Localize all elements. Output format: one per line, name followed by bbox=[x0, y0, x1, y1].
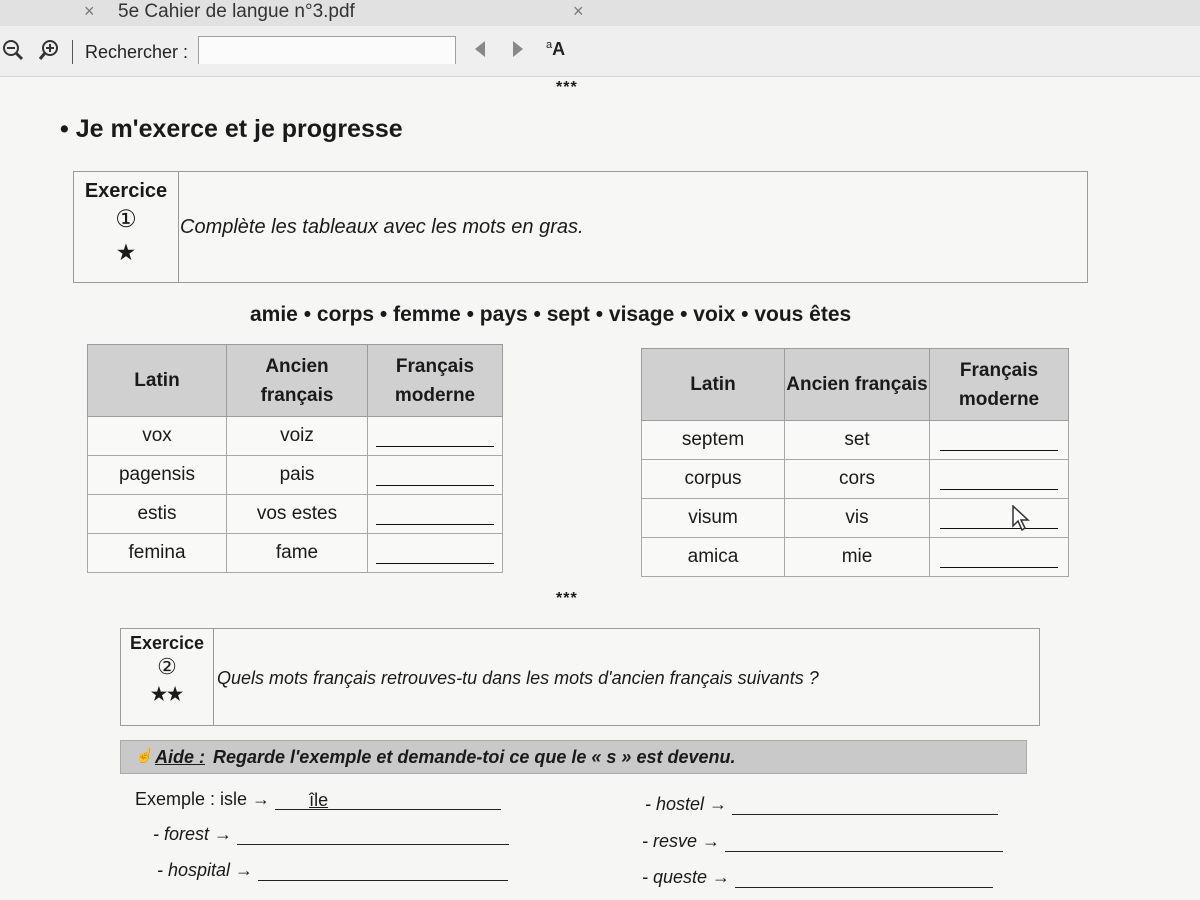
close-tab-icon[interactable]: × bbox=[84, 1, 95, 21]
answer-line[interactable] bbox=[237, 824, 509, 845]
exercise-item bbox=[153, 824, 509, 845]
latin-cell: estis bbox=[88, 495, 227, 534]
exercise-item bbox=[642, 831, 1003, 852]
exercise-label: Exercice bbox=[129, 633, 205, 653]
answer-line[interactable] bbox=[940, 469, 1058, 490]
exercise-number: ① bbox=[115, 206, 137, 233]
item-label: - queste → bbox=[642, 867, 731, 887]
ancien-cell: cors bbox=[785, 460, 930, 499]
latin-cell: visum bbox=[642, 499, 785, 538]
exercise-item bbox=[157, 860, 508, 881]
column-header: Latin bbox=[642, 349, 785, 421]
exercise-1-box bbox=[73, 171, 1088, 283]
latin-cell: amica bbox=[642, 538, 785, 577]
answer-blank[interactable] bbox=[930, 538, 1069, 577]
search-label: Rechercher : bbox=[85, 42, 189, 62]
mouse-pointer-icon bbox=[1012, 505, 1030, 536]
previous-result-icon[interactable] bbox=[474, 40, 486, 63]
vocabulary-table-right bbox=[641, 348, 1069, 577]
answer-blank[interactable] bbox=[368, 417, 503, 456]
close-tab-icon[interactable]: × bbox=[573, 1, 584, 21]
latin-cell: vox bbox=[88, 417, 227, 456]
exercise-number: ② bbox=[157, 654, 177, 679]
exercise-label: Exercice bbox=[84, 180, 168, 202]
table-row bbox=[642, 460, 1069, 499]
item-label: - hospital → bbox=[157, 860, 254, 880]
ancien-cell: pais bbox=[227, 456, 368, 495]
ancien-cell: mie bbox=[785, 538, 930, 577]
ancien-cell: set bbox=[785, 421, 930, 460]
column-header: Latin bbox=[88, 345, 227, 417]
column-header: Français moderne bbox=[930, 349, 1069, 421]
exercise-item bbox=[645, 794, 998, 815]
ancien-cell: voiz bbox=[227, 417, 368, 456]
zoom-out-icon[interactable] bbox=[2, 39, 24, 61]
separator-stars: *** bbox=[556, 79, 578, 96]
tab-bar bbox=[0, 0, 1200, 26]
example-answer: île bbox=[275, 790, 501, 810]
table-row bbox=[88, 417, 503, 456]
table-row bbox=[88, 534, 503, 573]
vocabulary-table-left bbox=[87, 344, 503, 573]
ancien-cell: fame bbox=[227, 534, 368, 573]
word-bank: amie • corps • femme • pays • sept • visage • voix • vous êtes bbox=[250, 303, 852, 326]
font-size-icon[interactable]: $^a$A bbox=[546, 39, 566, 59]
zoom-in-icon[interactable] bbox=[38, 39, 60, 61]
exercise-2-label-column bbox=[121, 629, 214, 725]
exercise-2-box bbox=[120, 628, 1040, 726]
answer-blank[interactable] bbox=[368, 534, 503, 573]
difficulty-star-icon: ★★ bbox=[150, 684, 184, 704]
difficulty-star-icon: ★ bbox=[117, 242, 135, 264]
answer-line[interactable] bbox=[940, 430, 1058, 451]
search-input[interactable] bbox=[198, 36, 456, 64]
pdf-toolbar bbox=[0, 26, 1200, 77]
answer-line[interactable] bbox=[376, 543, 494, 564]
answer-blank[interactable] bbox=[930, 421, 1069, 460]
item-label: - forest → bbox=[153, 824, 233, 844]
table-row bbox=[88, 495, 503, 534]
answer-blank[interactable] bbox=[368, 495, 503, 534]
answer-line[interactable] bbox=[725, 831, 1003, 852]
example-label: Exemple : isle → bbox=[135, 789, 271, 809]
latin-cell: septem bbox=[642, 421, 785, 460]
latin-cell: femina bbox=[88, 534, 227, 573]
answer-line[interactable] bbox=[732, 794, 998, 815]
hint-bar bbox=[120, 740, 1027, 774]
example-line bbox=[135, 789, 501, 810]
column-header: Français moderne bbox=[368, 345, 503, 417]
answer-blank[interactable] bbox=[930, 460, 1069, 499]
answer-line[interactable] bbox=[735, 867, 993, 888]
pdf-page bbox=[0, 77, 1200, 900]
latin-cell: corpus bbox=[642, 460, 785, 499]
answer-line[interactable] bbox=[376, 465, 494, 486]
ancien-cell: vos estes bbox=[227, 495, 368, 534]
item-label: - hostel → bbox=[645, 794, 728, 814]
answer-line[interactable] bbox=[376, 504, 494, 525]
latin-cell: pagensis bbox=[88, 456, 227, 495]
table-row bbox=[642, 499, 1069, 538]
column-header: Ancien français bbox=[227, 345, 368, 417]
table-row bbox=[642, 421, 1069, 460]
answer-line[interactable] bbox=[376, 426, 494, 447]
answer-blank[interactable] bbox=[930, 499, 1069, 538]
exercise-1-instruction: Complète les tableaux avec les mots en gras. bbox=[180, 216, 584, 238]
column-header: Ancien français bbox=[785, 349, 930, 421]
item-label: - resve → bbox=[642, 831, 721, 851]
hint-prefix: Aide : bbox=[155, 747, 206, 767]
exercise-2-instruction: Quels mots français retrouves-tu dans les mots d'ancien français suivants ? bbox=[217, 668, 819, 688]
toolbar-separator bbox=[72, 40, 73, 64]
next-result-icon[interactable] bbox=[512, 40, 524, 63]
answer-line[interactable] bbox=[258, 860, 508, 881]
table-row bbox=[88, 456, 503, 495]
ancien-cell: vis bbox=[785, 499, 930, 538]
answer-line[interactable] bbox=[940, 547, 1058, 568]
section-title: • Je m'exerce et je progresse bbox=[60, 115, 403, 143]
hand-pointer-icon: ☝ bbox=[135, 747, 153, 763]
answer-line[interactable] bbox=[940, 508, 1058, 529]
exercise-item bbox=[642, 867, 993, 888]
hint-text: Regarde l'exemple et demande-toi ce que le « s » est devenu. bbox=[213, 747, 736, 767]
tab-title[interactable]: 5e Cahier de langue n°3.pdf bbox=[118, 1, 355, 22]
separator-stars: *** bbox=[556, 590, 578, 607]
table-row bbox=[642, 538, 1069, 577]
exercise-1-label-column bbox=[74, 172, 179, 282]
answer-blank[interactable] bbox=[368, 456, 503, 495]
